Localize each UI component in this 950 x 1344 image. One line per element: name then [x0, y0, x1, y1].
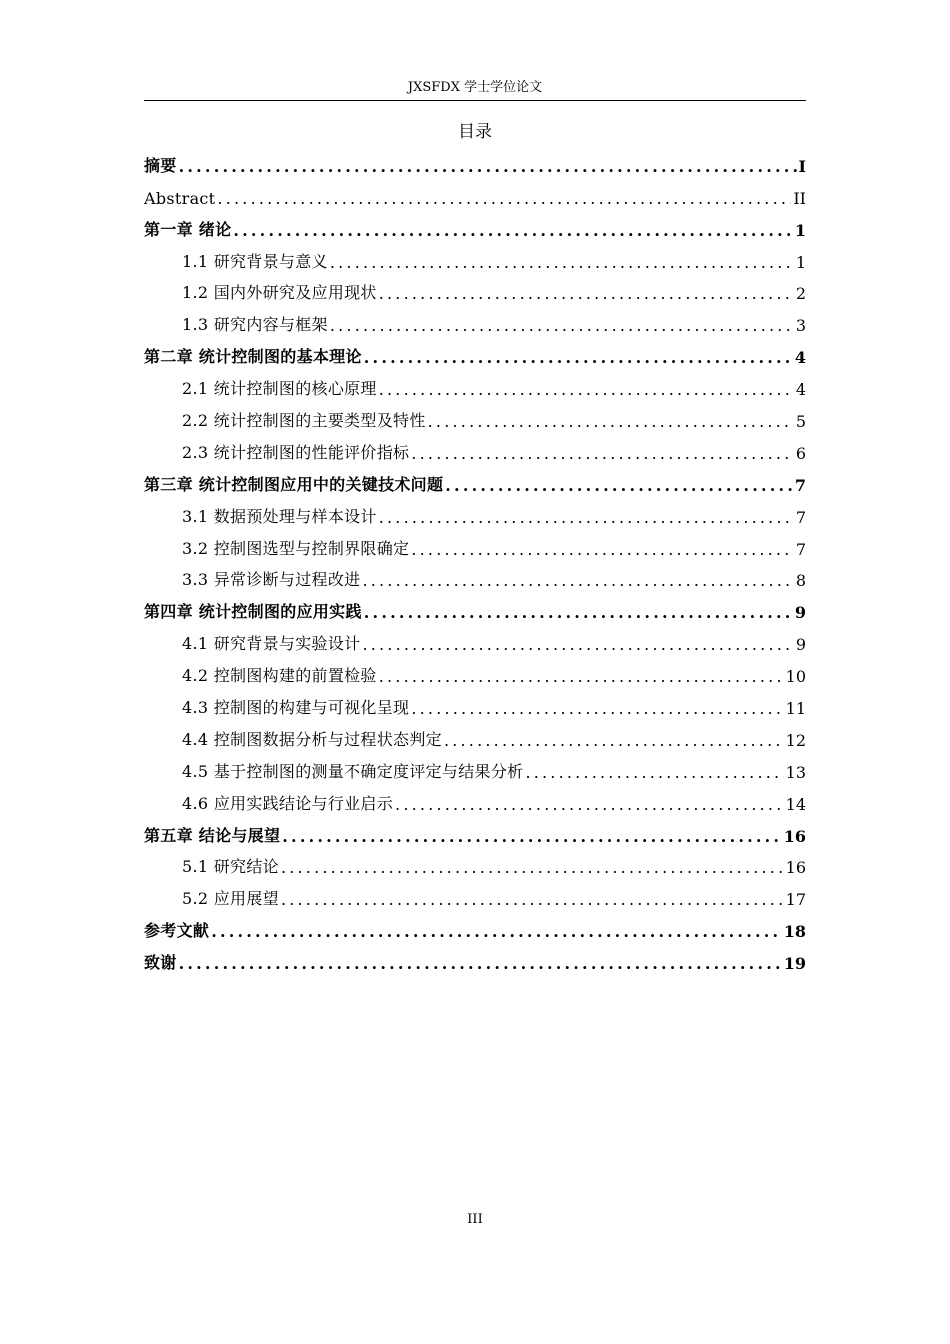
toc-dot-leader [445, 476, 793, 495]
header-rule [144, 100, 806, 101]
toc-entry-page: 4 [795, 380, 806, 400]
toc-section-entry[interactable] [144, 722, 806, 754]
toc-entry-label: 4.6 应用实践结论与行业启示 [182, 793, 394, 813]
toc-entry-label: 第三章 统计控制图应用中的关键技术问题 [144, 474, 444, 494]
toc-section-entry[interactable] [144, 754, 806, 786]
toc-dot-leader [211, 922, 782, 941]
toc-chapter-entry[interactable] [144, 913, 806, 945]
toc-entry-page: I [798, 156, 806, 176]
toc-entry-page: 12 [785, 730, 806, 750]
toc-entry-page: 4 [794, 348, 806, 368]
toc-entry-page: 19 [783, 954, 806, 974]
toc-dot-leader [525, 763, 783, 782]
toc-entry-page: 17 [785, 890, 806, 910]
toc-entry-page: 5 [795, 412, 806, 432]
toc-entry-page: 14 [785, 794, 806, 814]
toc-dot-leader [395, 795, 784, 814]
toc-section-entry[interactable] [144, 403, 806, 435]
toc-section-entry[interactable] [144, 307, 806, 339]
toc-dot-leader [364, 603, 793, 622]
toc-entry-label: 第四章 统计控制图的应用实践 [144, 602, 362, 622]
toc-entry-page: 18 [783, 922, 806, 942]
toc-entry-label: 第二章 统计控制图的基本理论 [144, 347, 362, 367]
toc-dot-leader [233, 221, 792, 240]
toc-entry-label: 5.1 研究结论 [182, 857, 279, 877]
toc-section-entry[interactable] [144, 850, 806, 882]
toc-dot-leader [282, 827, 781, 846]
toc-dot-leader [179, 954, 782, 973]
toc-section-entry[interactable] [144, 690, 806, 722]
toc-entry-page: 2 [795, 284, 806, 304]
table-of-contents [144, 148, 806, 977]
toc-entry-label: 5.2 应用展望 [182, 889, 279, 909]
toc-entry-page: 9 [794, 603, 806, 623]
toc-dot-leader [379, 508, 794, 527]
toc-dot-leader [330, 316, 794, 335]
toc-entry-page: 11 [785, 699, 806, 719]
toc-section-entry[interactable] [144, 499, 806, 531]
toc-entry-page: 8 [795, 571, 806, 591]
toc-entry-page: 7 [794, 475, 806, 495]
toc-dot-leader [379, 284, 794, 303]
toc-entry-label: 1.3 研究内容与框架 [182, 315, 328, 335]
toc-entry-label: 3.1 数据预处理与样本设计 [182, 506, 377, 526]
toc-title: 目录 [458, 122, 492, 142]
toc-entry-label: 2.1 统计控制图的核心原理 [182, 379, 377, 399]
toc-entry-page: 16 [783, 826, 806, 846]
toc-dot-leader [217, 189, 791, 208]
toc-entry-page: 7 [795, 539, 806, 559]
toc-entry-page: 13 [785, 762, 806, 782]
toc-dot-leader [411, 699, 783, 718]
toc-entry-page: II [793, 188, 806, 208]
toc-entry-label: 1.1 研究背景与意义 [182, 251, 328, 271]
toc-entry-label: 3.3 异常诊断与过程改进 [182, 570, 361, 590]
toc-entry-label: 4.1 研究背景与实验设计 [182, 634, 361, 654]
toc-chapter-entry[interactable] [144, 467, 806, 499]
toc-section-entry[interactable] [144, 531, 806, 563]
toc-entry-label: 致谢 [144, 953, 177, 973]
toc-entry-label: 参考文献 [144, 921, 210, 941]
toc-dot-leader [281, 858, 784, 877]
toc-chapter-entry[interactable] [144, 148, 806, 180]
toc-section-entry[interactable] [144, 244, 806, 276]
toc-entry-page: 6 [795, 443, 806, 463]
toc-section-entry[interactable] [144, 881, 806, 913]
toc-dot-leader [379, 380, 794, 399]
toc-dot-leader [179, 157, 797, 176]
toc-chapter-entry[interactable] [144, 180, 806, 212]
toc-entry-page: 3 [795, 316, 806, 336]
toc-chapter-entry[interactable] [144, 339, 806, 371]
toc-section-entry[interactable] [144, 786, 806, 818]
toc-entry-page: 1 [795, 252, 806, 272]
toc-dot-leader [364, 348, 793, 367]
toc-chapter-entry[interactable] [144, 594, 806, 626]
toc-dot-leader [281, 890, 784, 909]
toc-chapter-entry[interactable] [144, 818, 806, 850]
toc-entry-label: Abstract [144, 188, 216, 208]
toc-section-entry[interactable] [144, 276, 806, 308]
toc-entry-label: 3.2 控制图选型与控制界限确定 [182, 538, 410, 558]
toc-entry-label: 第一章 绪论 [144, 219, 232, 239]
toc-chapter-entry[interactable] [144, 212, 806, 244]
toc-entry-page: 16 [785, 858, 806, 878]
toc-entry-label: 2.2 统计控制图的主要类型及特性 [182, 411, 426, 431]
toc-section-entry[interactable] [144, 626, 806, 658]
toc-dot-leader [362, 571, 793, 590]
running-header: JXSFDX 学士学位论文 [407, 80, 543, 95]
toc-dot-leader [330, 253, 794, 272]
toc-entry-label: 摘要 [144, 155, 177, 175]
toc-dot-leader [362, 635, 793, 654]
toc-chapter-entry[interactable] [144, 945, 806, 977]
toc-section-entry[interactable] [144, 658, 806, 690]
toc-entry-page: 9 [795, 635, 806, 655]
toc-entry-label: 第五章 结论与展望 [144, 825, 281, 845]
toc-entry-label: 4.5 基于控制图的测量不确定度评定与结果分析 [182, 761, 524, 781]
toc-entry-label: 4.2 控制图构建的前置检验 [182, 666, 377, 686]
toc-section-entry[interactable] [144, 563, 806, 595]
toc-dot-leader [428, 412, 794, 431]
toc-entry-label: 4.4 控制图数据分析与过程状态判定 [182, 729, 442, 749]
toc-dot-leader [411, 444, 793, 463]
toc-section-entry[interactable] [144, 371, 806, 403]
page-number: III [467, 1212, 483, 1227]
toc-dot-leader [444, 731, 784, 750]
toc-dot-leader [379, 667, 784, 686]
toc-entry-page: 7 [795, 507, 806, 527]
toc-entry-label: 4.3 控制图的构建与可视化呈现 [182, 698, 410, 718]
toc-entry-label: 1.2 国内外研究及应用现状 [182, 283, 377, 303]
toc-section-entry[interactable] [144, 435, 806, 467]
toc-entry-page: 1 [794, 220, 806, 240]
toc-entry-page: 10 [785, 667, 806, 687]
toc-entry-label: 2.3 统计控制图的性能评价指标 [182, 442, 410, 462]
toc-dot-leader [411, 540, 793, 559]
